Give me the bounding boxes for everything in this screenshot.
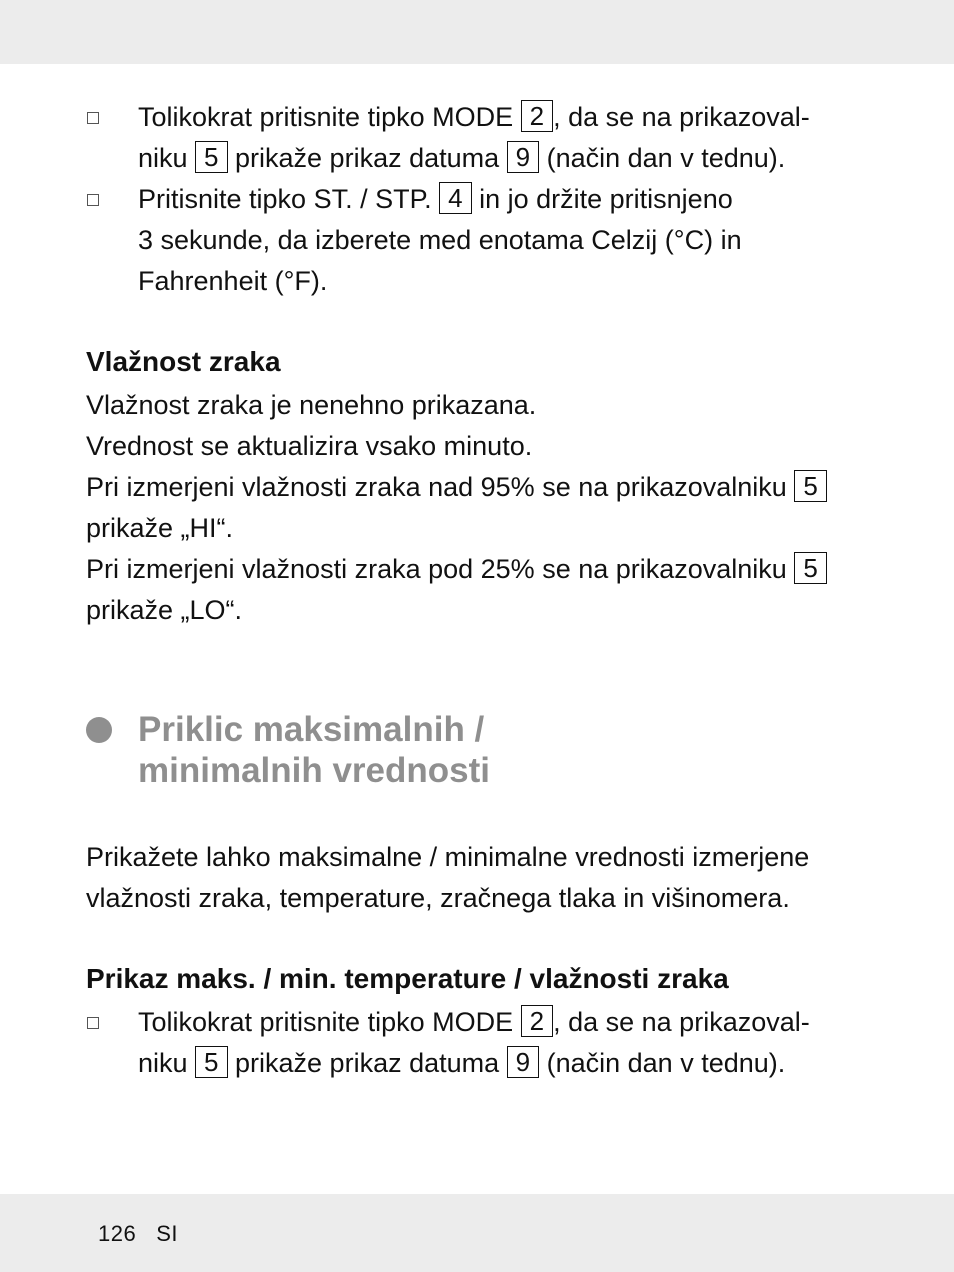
top-band [0,0,954,64]
instruction-text: prikaže prikaz datuma [227,1048,507,1078]
subsection-heading: Vlažnost zraka [86,346,281,377]
instruction-line [138,138,785,179]
reference-box: 2 [521,1005,553,1037]
reference-box: 5 [195,1046,227,1078]
page-number: 126 [98,1221,137,1246]
instruction-text: prikaže prikaz datuma [227,143,507,173]
paragraph-line: prikaže „LO“. [86,595,243,625]
instruction-line [138,1043,785,1084]
instruction-text: niku [138,1048,196,1078]
instruction-line [138,97,810,138]
instruction-line: Fahrenheit (°F). [138,266,328,296]
reference-box: 2 [521,100,553,132]
instruction-text: , da se na prikazoval- [553,102,810,132]
page-footer [98,1221,178,1247]
section-title [138,709,490,791]
language-code: SI [156,1221,179,1246]
reference-box: 5 [195,141,227,173]
instruction-text: Tolikokrat pritisnite tipko MODE [138,1007,521,1037]
instruction-text: niku [138,143,196,173]
checkbox-bullet [87,194,99,206]
paragraph-line: Vrednost se aktualizira vsako minuto. [86,431,533,461]
section-title-line: Priklic maksimalnih / [138,710,485,749]
subsection-heading: Prikaz maks. / min. temperature / vlažnosti zraka [86,963,729,994]
reference-box: 5 [794,552,826,584]
checkbox-bullet [87,112,99,124]
reference-box: 9 [507,1046,539,1078]
paragraph-line: Vlažnost zraka je nenehno prikazana. [86,390,537,420]
paragraph-text: Pri izmerjeni vlažnosti zraka nad 95% se na prikazovalniku [86,472,795,502]
instruction-text: Pritisnite tipko ST. / STP. [138,184,440,214]
instruction-line: 3 sekunde, da izberete med enotama Celzij (°C) in [138,225,742,255]
reference-box: 4 [439,182,471,214]
paragraph-line: Prikažete lahko maksimalne / minimalne vrednosti izmerjene [86,842,810,872]
instruction-text: Tolikokrat pritisnite tipko MODE [138,102,521,132]
paragraph-line [86,467,827,508]
paragraph-line: prikaže „HI“. [86,513,234,543]
section-title-line: minimalnih vrednosti [138,751,490,790]
reference-box: 9 [507,141,539,173]
paragraph-line: vlažnosti zraka, temperature, zračnega tlaka in višinomera. [86,883,790,913]
paragraph-line [86,549,827,590]
instruction-line [138,179,733,220]
instruction-text: (način dan v tednu). [539,1048,786,1078]
instruction-text: , da se na prikazoval- [553,1007,810,1037]
instruction-line [138,1002,810,1043]
checkbox-bullet [87,1017,99,1029]
paragraph-text: Pri izmerjeni vlažnosti zraka pod 25% se na prikazovalniku [86,554,795,584]
instruction-text: (način dan v tednu). [539,143,786,173]
section-bullet-icon [86,717,112,743]
reference-box: 5 [794,470,826,502]
instruction-text: in jo držite pritisnjeno [471,184,733,214]
